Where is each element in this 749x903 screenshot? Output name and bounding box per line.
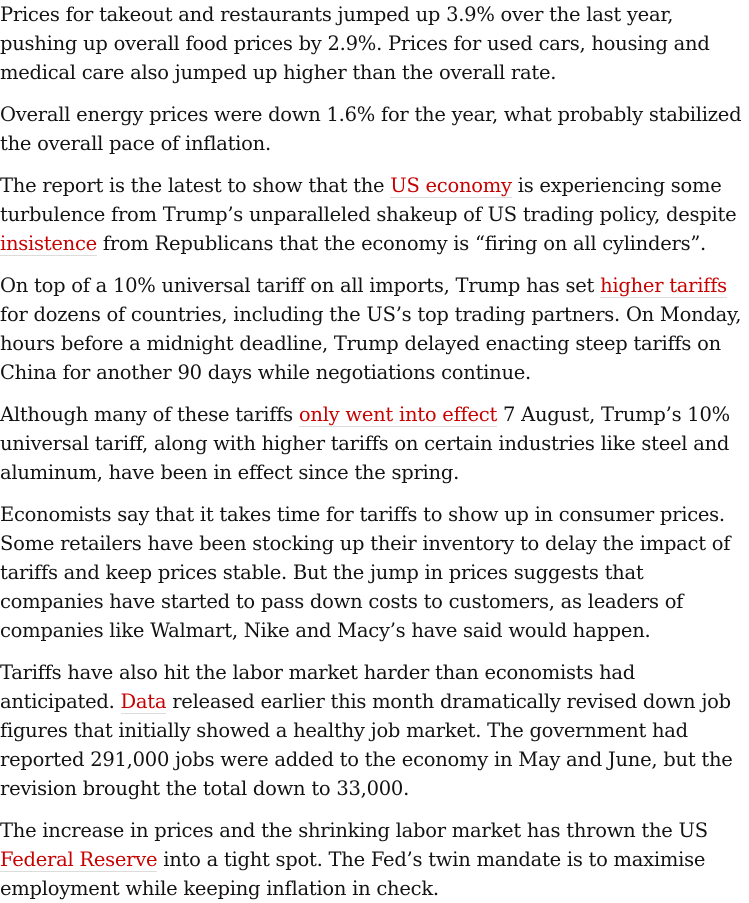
paragraph-text: Prices for takeout and restaurants jumped up 3.9% over the last year, pushing up overall food prices by 2.9%. Prices for used cars, housing and medical care also jumped up higher than the overall rate.: [0, 3, 710, 84]
article-paragraph: [0, 400, 745, 487]
paragraph-text: for dozens of countries, including the US’s top trading partners. On Monday, hours before a midnight deadline, Trump delayed enacting steep tariffs on China for another 90 days while negotiations continue.: [0, 303, 742, 384]
paragraph-text: released earlier this month dramatically revised down job figures that initially showed a healthy job market. The government had reported 291,000 jobs were added to the economy in May and June, but the revision brought the total down to 33,000.: [0, 690, 733, 800]
article-paragraph: [0, 500, 745, 645]
inline-link[interactable]: Data: [120, 690, 167, 713]
paragraph-text: Tariffs have also hit the labor market harder than economists had anticipated.: [0, 661, 635, 713]
article-paragraph: [0, 0, 745, 87]
article-paragraph: [0, 658, 745, 803]
paragraph-text: Although many of these tariffs: [0, 403, 299, 426]
inline-link[interactable]: Federal Reserve: [0, 848, 158, 871]
article-paragraph: [0, 171, 745, 258]
paragraph-text: is experiencing some turbulence from Trump’s unparalleled shakeup of US trading policy, despite: [0, 174, 737, 226]
paragraph-text: The increase in prices and the shrinking labor market has thrown the US: [0, 819, 708, 842]
inline-link[interactable]: US economy: [390, 174, 512, 197]
inline-link[interactable]: only went into effect: [298, 403, 498, 426]
article-paragraph: [0, 816, 745, 903]
paragraph-text: The report is the latest to show that the: [0, 174, 391, 197]
paragraph-text: from Republicans that the economy is “firing on all cylinders”.: [96, 232, 706, 255]
paragraph-text: Economists say that it takes time for tariffs to show up in consumer prices. Some retailers have been stocking up their inventory to delay the impact of tariffs and keep prices stable. But the jump in prices suggests that companies have started to pass down costs to customers, as leaders of companies like Walmart, Nike and Macy’s have said would happen.: [0, 503, 731, 642]
paragraph-text: into a tight spot. The Fed’s twin mandate is to maximise employment while keeping inflation in check.: [0, 848, 706, 900]
paragraph-text: Overall energy prices were down 1.6% for the year, what probably stabilized the overall pace of inflation.: [0, 103, 742, 155]
article-paragraph: [0, 100, 745, 158]
paragraph-text: On top of a 10% universal tariff on all imports, Trump has set: [0, 274, 601, 297]
inline-link[interactable]: higher tariffs: [600, 274, 727, 297]
article-paragraph: [0, 271, 745, 387]
inline-link[interactable]: insistence: [0, 232, 97, 255]
paragraph-text: 7 August, Trump’s 10% universal tariff, along with higher tariffs on certain industries like steel and aluminum, have been in effect since the spring.: [0, 403, 730, 484]
